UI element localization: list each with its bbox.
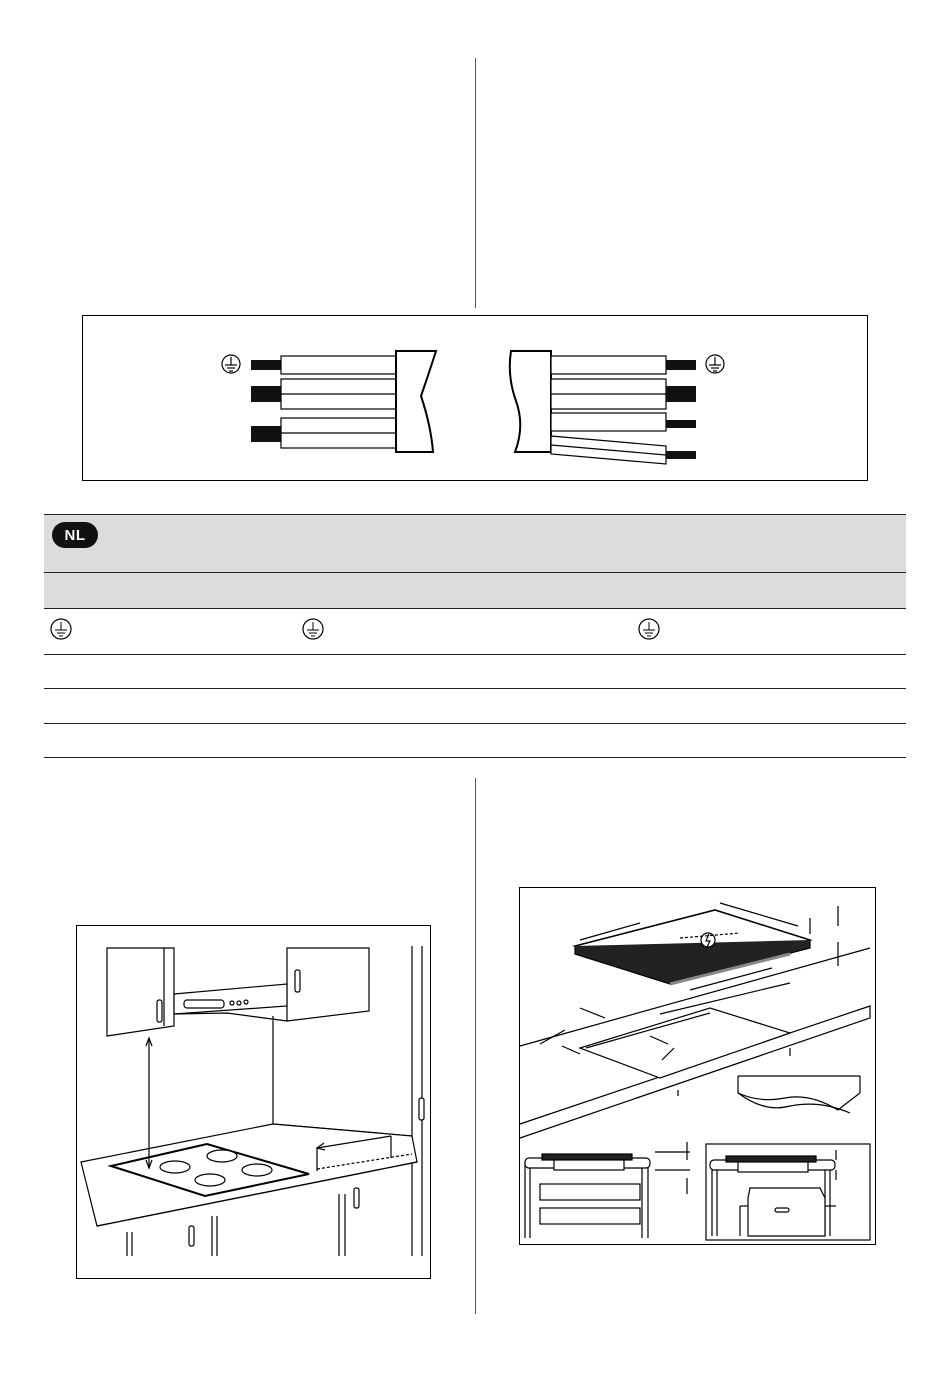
column-divider-top — [475, 58, 476, 308]
earth-ground-icon — [302, 618, 324, 640]
earth-ground-icon — [638, 618, 660, 640]
hob-cutout-installation-illustration — [519, 887, 876, 1245]
cable-diagram-svg — [83, 316, 869, 482]
kitchen-installation-illustration — [76, 925, 431, 1279]
kitchen-svg — [77, 926, 432, 1280]
language-badge: NL — [52, 522, 98, 548]
cable-wiring-diagram — [82, 315, 868, 481]
table-subheader-band — [44, 573, 906, 608]
column-divider-bottom — [475, 778, 476, 1314]
hob-install-svg — [520, 888, 877, 1246]
table-header-band — [44, 515, 906, 572]
earth-ground-icon — [50, 618, 72, 640]
connection-table — [44, 514, 906, 760]
tall-cabinet-handle — [419, 1098, 424, 1120]
